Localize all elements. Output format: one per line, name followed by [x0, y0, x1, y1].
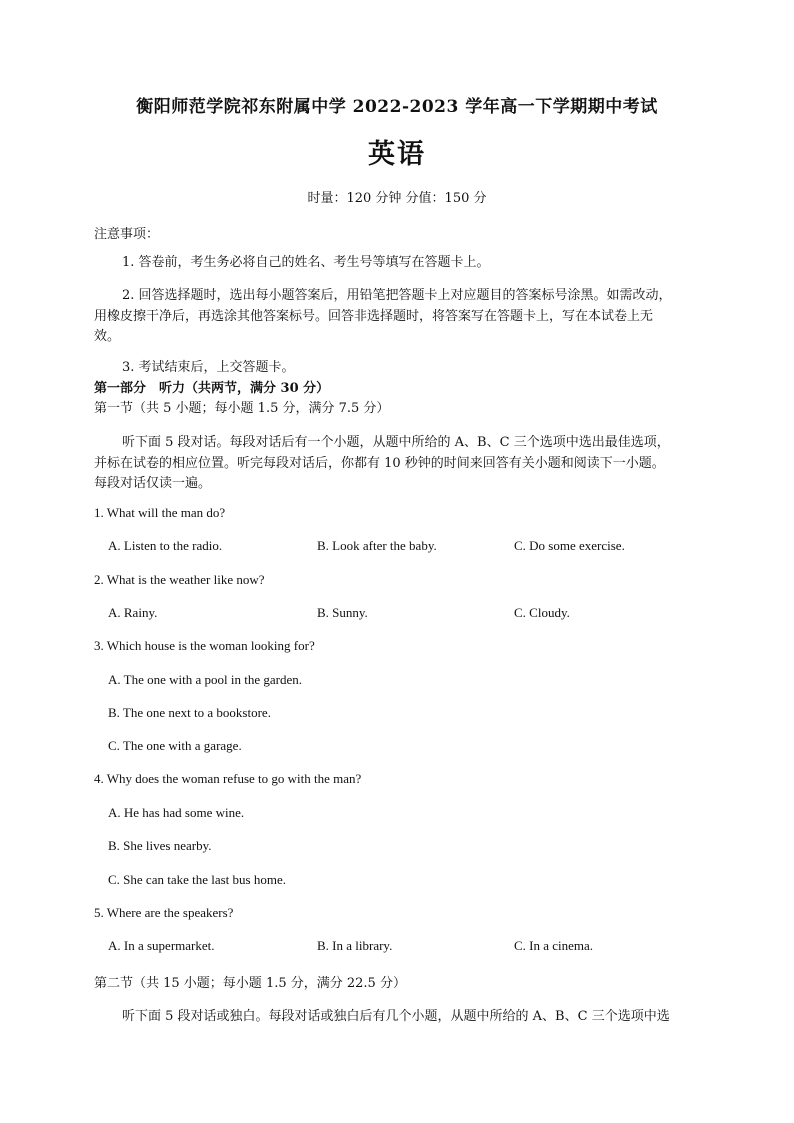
section1-instruction-line-3: 每段对话仅读一遍。: [94, 476, 212, 491]
notice-item-1: 1. 答卷前，考生务必将自己的姓名、考生号等填写在答题卡上。: [122, 255, 490, 270]
question-2-option-b: B. Sunny.: [317, 605, 368, 620]
notice-item-2-line-2: 用橡皮擦干净后，再选涂其他答案标号。回答非选择题时，将答案写在答题卡上，写在本试卷上无: [94, 309, 654, 324]
section2-heading: 第二节（共 15 小题；每小题 1.5 分，满分 22.5 分）: [94, 976, 406, 991]
question-4-option-a: A. He has had some wine.: [108, 805, 245, 820]
question-4-option-b: B. She lives nearby.: [108, 838, 212, 853]
notice-item-2-line-1: 2. 回答选择题时，选出每小题答案后，用铅笔把答题卡上对应题目的答案标号涂黑。如需改动，: [122, 288, 672, 303]
question-1-option-a: A. Listen to the radio.: [108, 538, 223, 553]
question-5-option-a: A. In a supermarket.: [108, 938, 215, 953]
notice-heading: 注意事项：: [94, 227, 160, 242]
section1-instruction-line-2: 并标在试卷的相应位置。听完每段对话后，你都有 10 秒钟的时间来回答有关小题和阅读下一小题。: [94, 456, 665, 471]
part1-heading: 第一部分 听力（共两节，满分 30 分）: [94, 381, 330, 396]
section2-instruction-line-1: 听下面 5 段对话或独白。每段对话或独白后有几个小题，从题中所给的 A、B、C 三个选项中选: [122, 1009, 670, 1024]
notice-item-2-line-3: 效。: [94, 329, 121, 344]
section1-heading: 第一节（共 5 小题；每小题 1.5 分，满分 7.5 分）: [94, 401, 390, 416]
question-5-option-c: C. In a cinema.: [514, 938, 594, 953]
question-2-option-a: A. Rainy.: [108, 605, 158, 620]
question-3-option-b: B. The one next to a bookstore.: [108, 705, 271, 720]
question-1-option-b: B. Look after the baby.: [317, 538, 437, 553]
section1-instruction-line-1: 听下面 5 段对话。每段对话后有一个小题，从题中所给的 A、B、C 三个选项中选出最佳选项，: [122, 435, 670, 450]
exam-title: 衡阳师范学院祁东附属中学 2022-2023 学年高一下学期期中考试: [136, 97, 658, 117]
question-3-option-a: A. The one with a pool in the garden.: [108, 672, 302, 687]
notice-item-3: 3. 考试结束后，上交答题卡。: [122, 360, 295, 375]
question-4-option-c: C. She can take the last bus home.: [108, 872, 286, 887]
question-1-option-c: C. Do some exercise.: [514, 538, 625, 553]
question-2: 2. What is the weather like now?: [94, 572, 265, 587]
question-4: 4. Why does the woman refuse to go with the man?: [94, 771, 362, 786]
subject-title: 英语: [368, 139, 426, 170]
question-2-option-c: C. Cloudy.: [514, 605, 570, 620]
question-3-option-c: C. The one with a garage.: [108, 738, 242, 753]
time-score-info: 时量：120 分钟 分值：150 分: [307, 191, 487, 206]
question-3: 3. Which house is the woman looking for?: [94, 638, 315, 653]
question-1: 1. What will the man do?: [94, 505, 226, 520]
question-5: 5. Where are the speakers?: [94, 905, 234, 920]
question-5-option-b: B. In a library.: [317, 938, 393, 953]
